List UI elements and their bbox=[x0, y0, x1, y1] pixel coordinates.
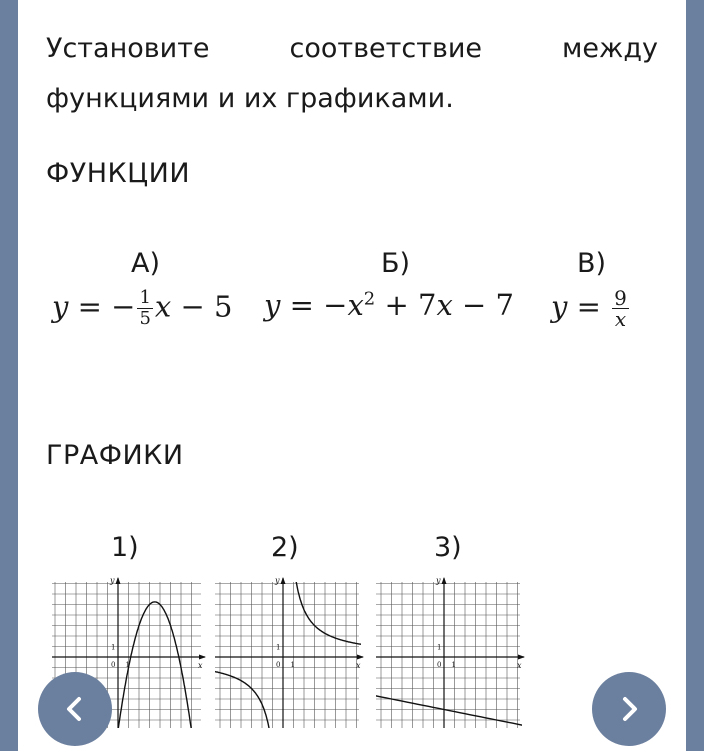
graph-number-1: 1) bbox=[111, 532, 139, 563]
function-formula-c: y = $\frac{9}{x}$ bbox=[551, 286, 627, 331]
unit-x-label: 1 bbox=[451, 661, 456, 669]
task-word-2: соответствие bbox=[289, 33, 483, 64]
curve bbox=[215, 572, 365, 730]
y-axis-arrow bbox=[442, 577, 447, 584]
origin-label: 0 bbox=[437, 661, 442, 669]
graph-2 bbox=[215, 572, 365, 730]
grid bbox=[215, 582, 359, 728]
y-axis-arrow bbox=[116, 577, 121, 584]
chevron-right-icon bbox=[614, 694, 644, 724]
unit-y-label: 1 bbox=[437, 643, 442, 652]
functions-heading: ФУНКЦИИ bbox=[46, 158, 191, 189]
x-axis-arrow bbox=[518, 655, 525, 660]
grid bbox=[376, 582, 520, 728]
function-formula-b: $y = -x^2 + 7x - 7$ bbox=[264, 288, 514, 322]
function-letter-c: В) bbox=[577, 248, 607, 279]
curve bbox=[376, 695, 526, 727]
task-word-1: Установите bbox=[46, 33, 210, 64]
task-text-line-2: функциями и их графиками. bbox=[46, 83, 454, 114]
y-label: y bbox=[436, 576, 441, 585]
origin-label: 0 bbox=[111, 661, 116, 669]
x-axis-arrow bbox=[199, 655, 206, 660]
graphs-heading: ГРАФИКИ bbox=[46, 440, 184, 471]
unit-x-label: 1 bbox=[290, 661, 295, 669]
function-letter-a: А) bbox=[131, 248, 161, 279]
chevron-left-icon bbox=[60, 694, 90, 724]
graph-3 bbox=[376, 572, 526, 730]
unit-y-label: 1 bbox=[276, 643, 281, 652]
x-label: x bbox=[356, 661, 361, 670]
x-label: x bbox=[517, 661, 522, 670]
function-letter-b: Б) bbox=[381, 248, 411, 279]
graph-number-3: 3) bbox=[434, 532, 462, 563]
origin-label: 0 bbox=[276, 661, 281, 669]
x-label: x bbox=[198, 661, 203, 670]
y-axis-arrow bbox=[281, 577, 286, 584]
function-formula-a: y = − $\frac{1}{5}$ x − 5 bbox=[52, 287, 233, 329]
unit-x-label: 1 bbox=[125, 661, 130, 669]
next-button[interactable] bbox=[592, 672, 666, 746]
prev-button[interactable] bbox=[38, 672, 112, 746]
unit-y-label: 1 bbox=[111, 643, 116, 652]
y-label: y bbox=[110, 576, 115, 585]
x-axis-arrow bbox=[357, 655, 364, 660]
y-label: y bbox=[275, 576, 280, 585]
task-word-3: между bbox=[562, 33, 658, 64]
graph-number-2: 2) bbox=[271, 532, 299, 563]
